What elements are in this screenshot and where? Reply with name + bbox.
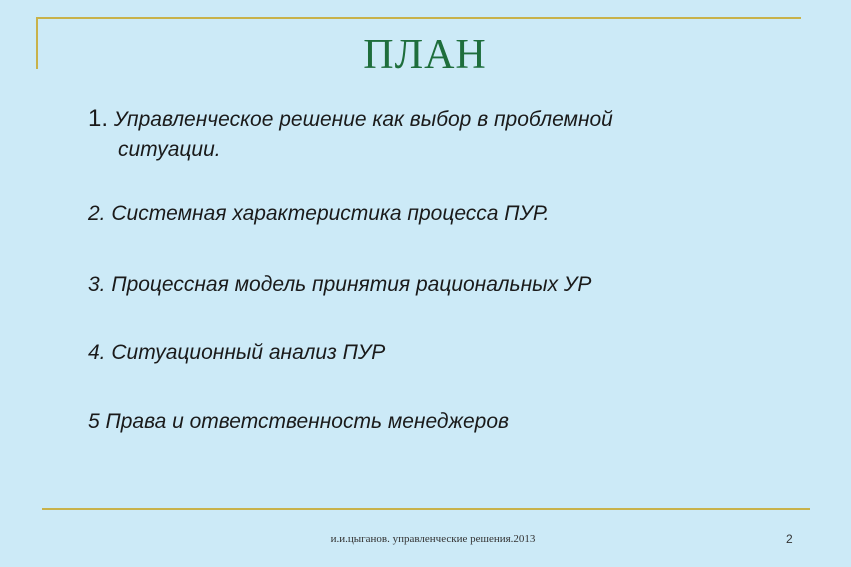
slide-title: ПЛАН	[363, 32, 487, 78]
plan-item-1-line1: Управленческое решение как выбор в проблемной	[108, 108, 613, 131]
frame-top-line	[36, 17, 801, 19]
plan-item-3: 3. Процессная модель принятия рациональных УР	[88, 273, 592, 296]
plan-item-1-number: 1.	[88, 105, 109, 132]
plan-item-4: 4. Ситуационный анализ ПУР	[88, 341, 386, 364]
page-number: 2	[786, 532, 793, 546]
plan-item-2: 2. Системная характеристика процесса ПУР.	[88, 202, 550, 225]
plan-item-1-line2: ситуации.	[118, 138, 221, 161]
frame-bottom-line	[42, 508, 810, 510]
slide-footer: и.и.цыганов. управленческие решения.2013	[330, 533, 536, 545]
plan-item-1	[88, 104, 768, 165]
plan-item-5: 5 Права и ответственность менеджеров	[88, 410, 509, 433]
frame-left-line	[36, 17, 38, 69]
